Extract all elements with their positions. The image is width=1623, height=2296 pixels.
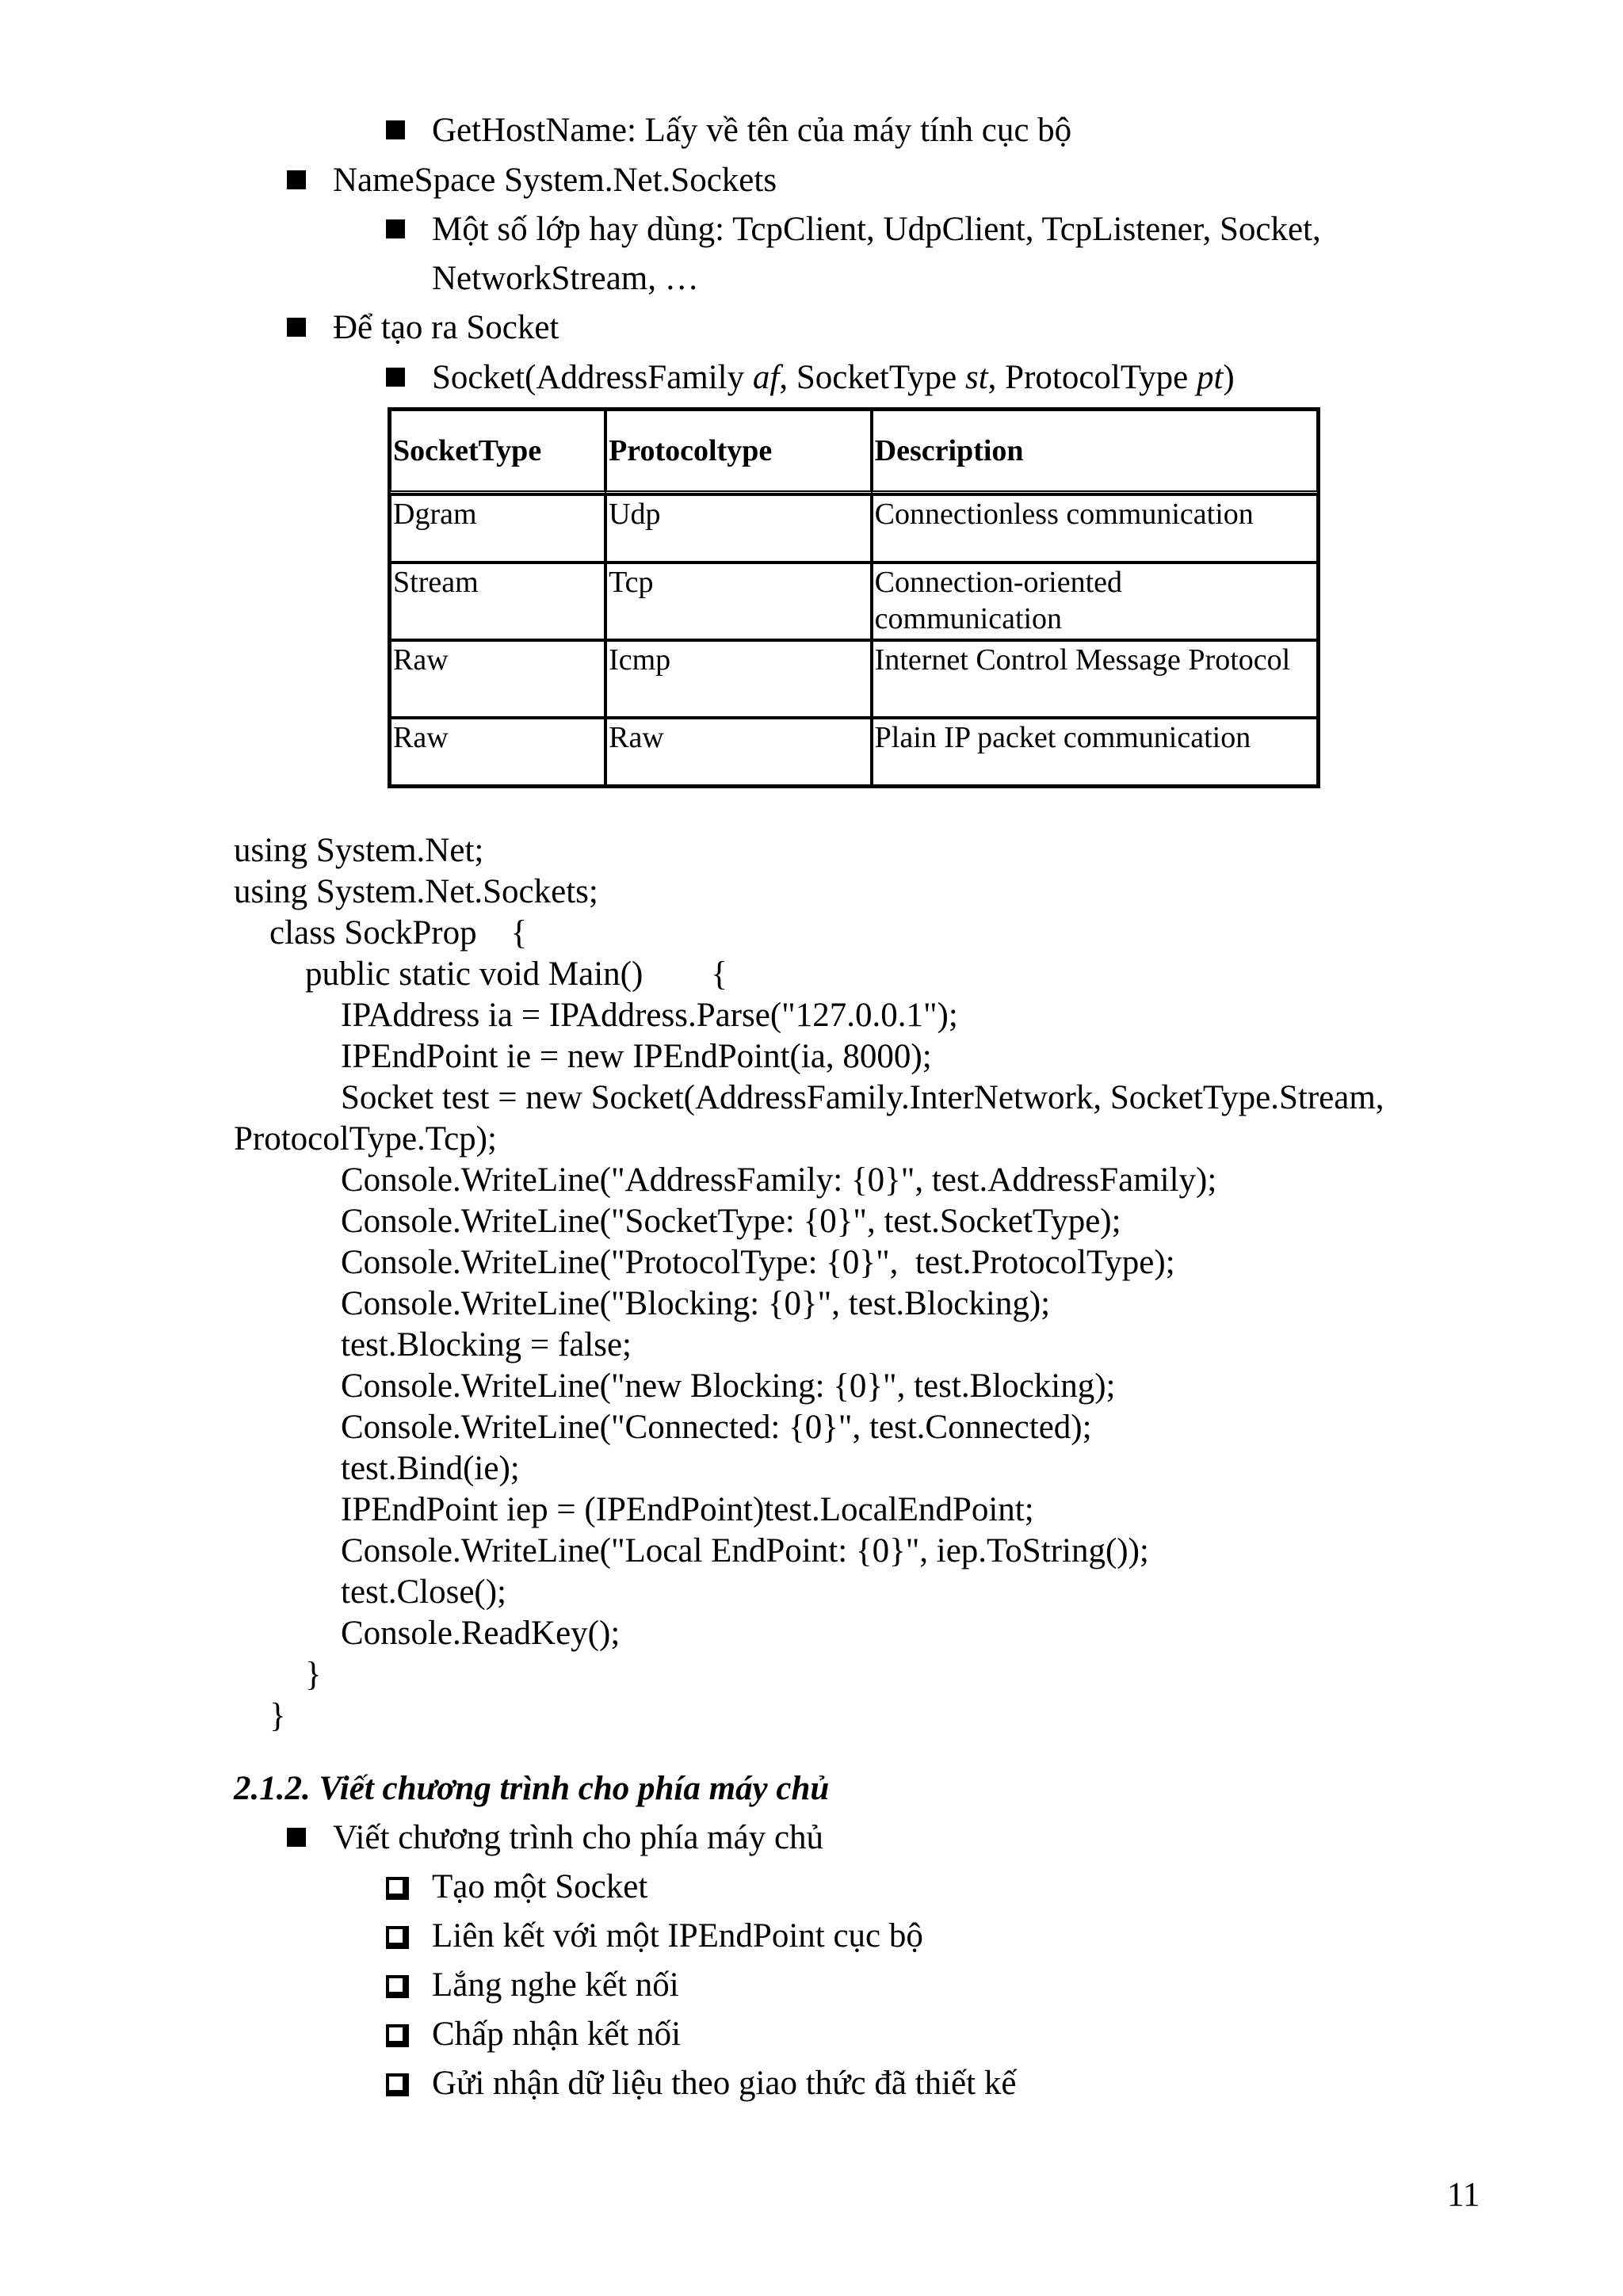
checkbox-bullet-icon — [386, 1975, 406, 1995]
code-line: Console.WriteLine("Local EndPoint: {0}", iep.ToString()); — [341, 1532, 1149, 1569]
code-line: Console.WriteLine("Blocking: {0}", test.Blocking); — [341, 1285, 1051, 1322]
checklist-item: Tạo một Socket — [432, 1868, 648, 1905]
checklist-item: Gửi nhận dữ liệu theo giao thức đã thiết kế — [432, 2065, 1017, 2102]
code-line: using System.Net.Sockets; — [234, 873, 598, 910]
table-row — [390, 718, 1318, 786]
code-line: IPEndPoint ie = new IPEndPoint(ia, 8000); — [341, 1038, 932, 1075]
table-header-cell: Protocoltype — [605, 410, 872, 494]
code-line: using System.Net; — [234, 832, 484, 869]
square-bullet-icon — [386, 368, 405, 387]
checkbox-bullet-icon — [386, 2073, 406, 2093]
ctor-mid2: , ProtocolType — [987, 359, 1197, 396]
checklist-item: Chấp nhận kết nối — [432, 2016, 682, 2053]
code-line: Console.ReadKey(); — [341, 1615, 621, 1652]
checklist-item: Lắng nghe kết nối — [432, 1966, 679, 2004]
table-header-cell: Description — [872, 410, 1318, 494]
table-cell: Raw — [390, 640, 605, 718]
table-cell: Plain IP packet communication — [872, 718, 1318, 786]
table-cell: Internet Control Message Protocol — [872, 640, 1318, 718]
table-row — [390, 563, 1318, 640]
table-cell: Tcp — [605, 563, 872, 640]
ctor-param-af: af — [752, 359, 780, 396]
ctor-param-pt: pt — [1196, 359, 1224, 396]
code-line: Socket test = new Socket(AddressFamily.InterNetwork, SocketType.Stream, — [341, 1079, 1384, 1116]
square-bullet-icon — [287, 1828, 306, 1847]
table-cell: Connectionless communication — [872, 494, 1318, 563]
bullet-server-program: Viết chương trình cho phía máy chủ — [333, 1819, 824, 1856]
section-heading: 2.1.2. Viết chương trình cho phía máy chủ — [234, 1770, 830, 1807]
checkbox-bullet-icon — [386, 1877, 406, 1897]
bullet-namespace-sockets: NameSpace System.Net.Sockets — [333, 162, 777, 199]
code-line: Console.WriteLine("Connected: {0}", test.Connected); — [341, 1409, 1092, 1446]
table-cell: Stream — [390, 563, 605, 640]
socket-type-table — [388, 407, 1320, 788]
code-line: IPEndPoint iep = (IPEndPoint)test.LocalEndPoint; — [341, 1491, 1034, 1528]
code-line: ProtocolType.Tcp); — [234, 1120, 497, 1158]
table-cell: Connection-oriented communication — [872, 563, 1318, 640]
table-cell: Dgram — [390, 494, 605, 563]
code-line: class SockProp { — [269, 914, 528, 952]
square-bullet-icon — [386, 219, 405, 238]
bullet-common-classes-continued: NetworkStream, … — [432, 260, 699, 297]
ctor-param-st: st — [964, 359, 988, 396]
ctor-mid1: , SocketType — [779, 359, 965, 396]
checkbox-bullet-icon — [386, 1926, 406, 1946]
code-line: Console.WriteLine("new Blocking: {0}", test.Blocking); — [341, 1367, 1116, 1405]
bullet-create-socket: Để tạo ra Socket — [333, 309, 559, 346]
code-line: IPAddress ia = IPAddress.Parse("127.0.0.1"); — [341, 997, 958, 1034]
code-line: test.Close(); — [341, 1573, 506, 1611]
ctor-prefix: Socket(AddressFamily — [432, 359, 753, 396]
checkbox-bullet-icon — [386, 2024, 406, 2044]
table-row — [390, 640, 1318, 718]
table-header-row — [390, 410, 1318, 494]
table-header-cell: SocketType — [390, 410, 605, 494]
code-line: Console.WriteLine("ProtocolType: {0}", test.ProtocolType); — [341, 1244, 1175, 1281]
square-bullet-icon — [287, 318, 306, 337]
checklist-item: Liên kết với một IPEndPoint cục bộ — [432, 1917, 923, 1955]
table-cell: Raw — [390, 718, 605, 786]
code-line: test.Bind(ie); — [341, 1450, 520, 1487]
square-bullet-icon — [287, 170, 306, 189]
page-number: 11 — [1447, 2176, 1480, 2214]
bullet-common-classes: Một số lớp hay dùng: TcpClient, UdpClient, TcpListener, Socket, — [432, 211, 1321, 248]
table-cell: Raw — [605, 718, 872, 786]
code-line: Console.WriteLine("SocketType: {0}", test.SocketType); — [341, 1203, 1121, 1240]
table-cell: Icmp — [605, 640, 872, 718]
ctor-suffix: ) — [1223, 359, 1235, 396]
table-cell: Udp — [605, 494, 872, 563]
socket-constructor-signature — [432, 357, 1235, 399]
code-line: Console.WriteLine("AddressFamily: {0}", test.AddressFamily); — [341, 1161, 1217, 1199]
table-row — [390, 494, 1318, 563]
code-line: } — [269, 1697, 286, 1734]
code-line: test.Blocking = false; — [341, 1326, 632, 1363]
bullet-gethostname: GetHostName: Lấy về tên của máy tính cục bộ — [432, 112, 1072, 149]
code-line: } — [305, 1656, 322, 1693]
square-bullet-icon — [386, 120, 405, 139]
code-line: public static void Main() { — [305, 955, 727, 993]
